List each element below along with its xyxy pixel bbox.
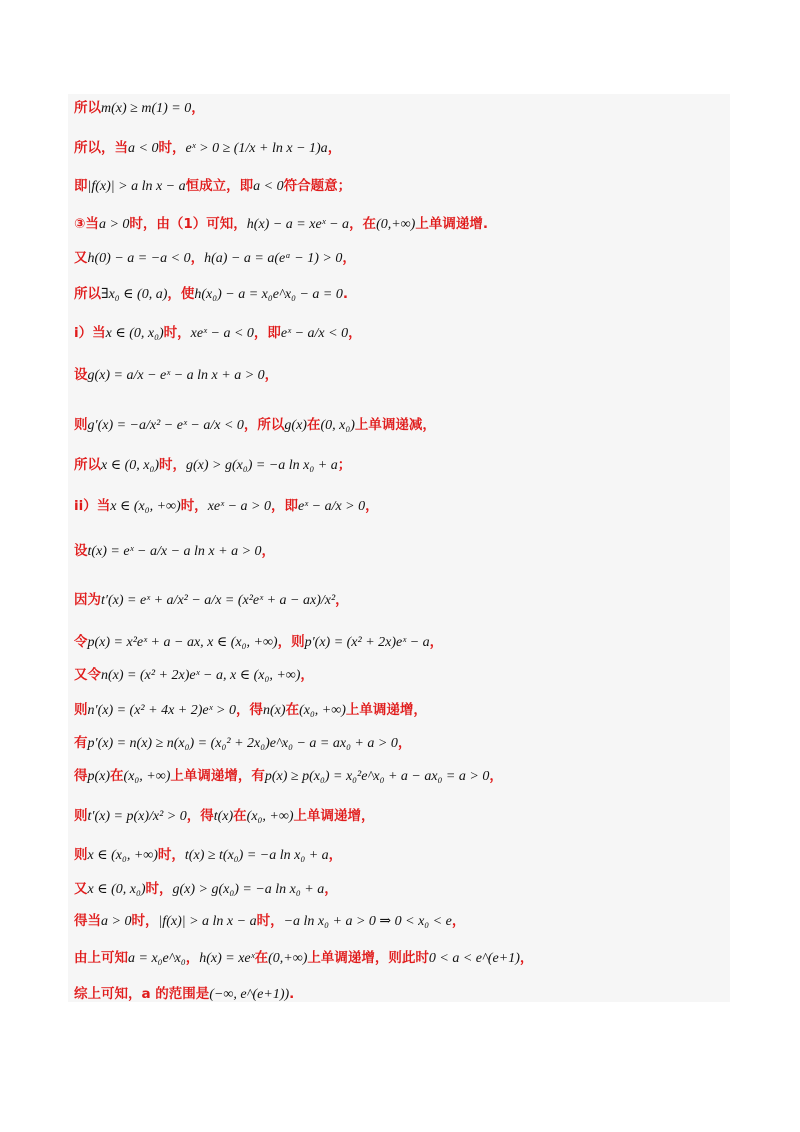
text-segment: ， [335,592,349,608]
text-segment: i）当 [74,325,106,341]
formula-segment: n′(x) = (x² + 4x + 2)eˣ > 0 [87,703,237,718]
text-segment: 又 [74,881,88,897]
text-segment: ③当 [74,216,99,232]
text-segment: 时，由（1）可知， [129,216,247,232]
formula-segment: g′(x) = −a/x² − eˣ − a/x < 0 [87,418,244,433]
text-segment: ，所以 [243,417,285,433]
text-segment: . [342,286,348,302]
solution-line [74,214,488,235]
text-segment: 上单调递增. [415,216,488,232]
formula-segment: (x₀, +∞) [123,769,171,784]
formula-segment: g(x) > g(x₀) = −a ln x₀ + a [185,458,338,473]
text-segment: ，即 [253,325,281,341]
text-segment: 在 [285,702,300,718]
solution-line [74,665,314,686]
text-segment: 时， [180,498,208,514]
formula-segment: x ∈ (x₀, +∞) [87,848,158,863]
text-segment: 时， [157,847,185,863]
text-segment: 所以 [74,457,101,473]
text-segment: ，使 [167,286,195,302]
formula-segment: x ∈ (0, x₀) [87,882,146,897]
formula-segment: (x₀, +∞) [246,809,294,824]
text-segment: ， [300,667,314,683]
text-segment: 设 [74,367,88,383]
text-segment: 所以，当 [74,140,128,156]
text-segment: ，得 [186,808,214,824]
text-segment: 上单调递减， [354,417,436,433]
formula-segment: a < 0 [253,179,284,194]
text-segment: ， [328,847,343,863]
text-segment: 上单调递增， [345,702,427,718]
formula-segment: eˣ > 0 ≥ (1/x + ln x − 1)a [185,141,328,156]
text-segment: ，即 [270,498,298,514]
solution-line [74,248,356,269]
text-segment: ， [429,634,444,650]
formula-segment: eˣ − a/x > 0 [297,499,366,514]
text-segment: 得 [74,768,88,784]
formula-segment: t(x) = eˣ − a/x − a ln x + a > 0 [87,544,262,559]
formula-segment: a > 0 [98,217,130,232]
formula-segment: t′(x) = eˣ + a/x² − a/x = (x²eˣ + a − ax)/x² [101,593,336,608]
text-segment: ，在 [349,216,377,232]
solution-line [74,541,275,562]
text-segment: 时， [256,913,284,929]
formula-segment: |f(x)| > a ln x − a [158,914,257,929]
text-segment: ， [324,881,338,897]
text-segment: ； [337,457,352,473]
text-segment: 则 [74,702,88,718]
solution-line [74,415,436,436]
formula-segment: g(x) > g(x₀) = −a ln x₀ + a [172,882,325,897]
formula-segment: h(0) − a = −a < 0 [87,251,191,266]
formula-segment: (0,+∞) [268,951,308,966]
text-segment: 上单调递增，则此时 [307,950,429,966]
solution-line [74,455,351,476]
formula-segment: eˣ − a/x < 0 [280,326,349,341]
text-segment: . [289,986,295,1002]
solution-line [74,733,411,754]
text-segment: 上单调递增， [293,808,375,824]
formula-segment: t′(x) = p(x)/x² > 0 [87,809,187,824]
text-segment: ， [327,140,342,156]
formula-segment: a > 0 [101,914,132,929]
text-segment: 在 [254,950,269,966]
solution-line [74,845,342,866]
solution-line [74,98,205,119]
formula-segment: x ∈ (0, x₀) [101,458,159,473]
formula-segment: a = x₀e^x₀ [128,951,186,966]
text-segment: ii）当 [74,498,111,514]
formula-segment: m(x) ≥ m(1) = 0 [101,101,192,116]
text-segment: 时， [145,881,173,897]
solution-line [74,911,465,932]
formula-segment: (x₀, +∞) [299,703,346,718]
formula-segment: p′(x) = n(x) ≥ n(x₀) = (x₀² + 2x₀)e^x₀ − a = ax₀ + a > 0 [87,736,398,751]
text-segment: ， [342,250,356,266]
formula-segment: −a ln x₀ + a > 0 ⇒ 0 < x₀ < e [283,914,452,929]
formula-segment: n(x) = (x² + 2x)eˣ − a, x ∈ (x₀, +∞) [101,668,301,683]
formula-segment: (0,+∞) [376,217,416,232]
text-segment: 又 [74,250,88,266]
solution-line [74,284,348,305]
text-segment: 即 [74,178,88,194]
text-segment: ， [489,768,503,784]
formula-segment: p(x) ≥ p(x₀) = x₀²e^x₀ + a − ax₀ = a > 0 [264,769,490,784]
text-segment: 则 [74,808,88,824]
formula-segment: h(x₀) − a = x₀e^x₀ − a = 0 [194,287,343,302]
text-segment: ，得 [236,702,264,718]
formula-segment: n(x) [263,703,286,718]
text-segment: 则 [74,417,88,433]
text-segment: ， [190,250,205,266]
solution-line [74,176,351,197]
formula-segment: 0 < a < e^(e+1) [428,951,520,966]
text-segment: ， [519,950,534,966]
text-segment: 因为 [74,592,101,608]
formula-segment: t(x) ≥ t(x₀) = −a ln x₀ + a [184,848,329,863]
formula-segment: p(x) = x²eˣ + a − ax, x ∈ (x₀, +∞) [87,635,278,650]
formula-segment: a < 0 [128,141,159,156]
text-segment: 设 [74,543,88,559]
text-segment: 恒成立，即 [185,178,254,194]
text-segment: 上单调递增，有 [170,768,265,784]
text-segment: 由上可知 [74,950,128,966]
text-segment: 综上可知，a 的范围是 [74,986,210,1002]
solution-line [74,496,379,517]
formula-segment: |f(x)| > a ln x − a [87,179,186,194]
text-segment: 时， [158,140,186,156]
solution-line [74,700,427,721]
formula-segment: p(x) [87,769,111,784]
text-segment: ， [365,498,379,514]
text-segment: 符合题意； [283,178,352,194]
text-segment: 在 [233,808,247,824]
text-segment: 得当 [74,913,101,929]
text-segment: ， [348,325,362,341]
formula-segment: g(x) [284,418,307,433]
formula-segment: (0, x₀) [320,418,355,433]
text-segment: 所以 [74,100,101,116]
formula-segment: ∃x₀ ∈ (0, a) [101,287,168,302]
formula-segment: (−∞, e^(e+1)) [209,987,290,1002]
formula-segment: h(a) − a = a(eᵃ − 1) > 0 [204,251,343,266]
text-segment: 时， [163,325,191,341]
solution-line [74,806,375,827]
text-segment: 又令 [74,667,101,683]
text-segment: ， [451,913,466,929]
text-segment: ， [185,950,200,966]
solution-line [74,632,443,653]
text-segment: ， [261,543,276,559]
solution-line [74,138,341,159]
formula-segment: h(x) = xeˣ [199,951,255,966]
text-segment: ， [397,735,412,751]
solution-line [74,590,349,611]
text-segment: ， [264,367,279,383]
text-segment: 有 [74,735,88,751]
formula-segment: p′(x) = (x² + 2x)eˣ − a [304,635,430,650]
text-segment: 在 [110,768,124,784]
solution-line [74,984,294,1005]
solution-line [74,323,362,344]
formula-segment: xeˣ − a > 0 [207,499,271,514]
text-segment: 则 [74,847,88,863]
text-segment: 令 [74,634,88,650]
solution-line [74,879,338,900]
formula-segment: t(x) [213,809,234,824]
formula-segment: x ∈ (x₀, +∞) [110,499,181,514]
text-segment: ， [191,100,205,116]
text-segment: 在 [306,417,321,433]
formula-segment: h(x) − a = xeˣ − a [246,217,350,232]
text-segment: ，则 [277,634,305,650]
solution-line [74,948,533,969]
text-segment: 时， [158,457,186,473]
text-segment: 所以 [74,286,101,302]
solution-line [74,766,503,787]
formula-segment: xeˣ − a < 0 [190,326,254,341]
solution-line [74,365,278,386]
text-segment: 时， [131,913,159,929]
formula-segment: x ∈ (0, x₀) [105,326,164,341]
formula-segment: g(x) = a/x − eˣ − a ln x + a > 0 [87,368,265,383]
